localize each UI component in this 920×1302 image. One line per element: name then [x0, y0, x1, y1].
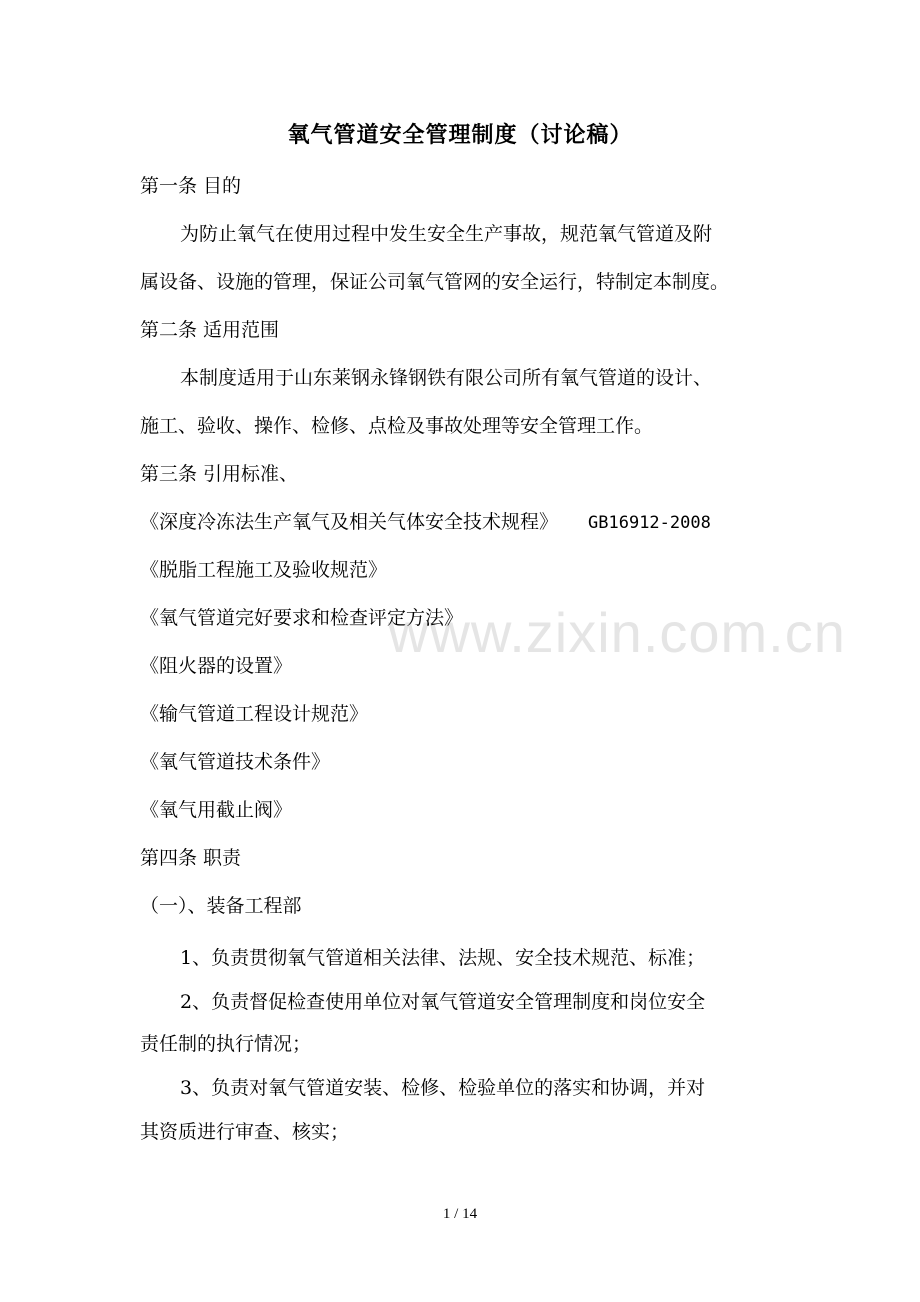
article-1-heading: 第一条 目的: [140, 175, 242, 197]
paragraph-line: 责任制的执行情况；: [140, 1033, 312, 1055]
standard-code: GB16912-2008: [588, 513, 711, 533]
watermark: www.zixin.com.cn: [388, 601, 846, 664]
standard-item: 《脱脂工程施工及验收规范》: [140, 559, 388, 581]
standard-item: 《氧气管道技术条件》: [140, 751, 331, 773]
paragraph-line: 本制度适用于山东莱钢永锋钢铁有限公司所有氧气管道的设计、: [180, 367, 713, 389]
article-2-heading: 第二条 适用范围: [140, 319, 280, 341]
paragraph-line: 为防止氧气在使用过程中发生安全生产事故，规范氧气管道及附: [180, 223, 713, 245]
standard-item: 《氧气管道完好要求和检查评定方法》: [140, 607, 464, 629]
duty-item: 1、负责贯彻氧气管道相关法律、法规、安全技术规范、标准；: [180, 947, 706, 969]
duty-item: 2、负责督促检查使用单位对氧气管道安全管理制度和岗位安全: [180, 991, 706, 1013]
article-3-heading: 第三条 引用标准、: [140, 463, 299, 485]
standard-item: [140, 508, 711, 537]
standard-item: 《输气管道工程设计规范》: [140, 703, 369, 725]
paragraph-line: 其资质进行审查、核实；: [140, 1121, 350, 1143]
document-title: 氧气管道安全管理制度（讨论稿）: [287, 122, 633, 148]
standard-item: 《氧气用截止阀》: [140, 799, 293, 821]
page-number: 1 / 14: [442, 1206, 478, 1222]
duty-item: 3、负责对氧气管道安装、检修、检验单位的落实和协调，并对: [180, 1077, 706, 1099]
standard-item: 《阻火器的设置》: [140, 655, 293, 677]
article-4-heading: 第四条 职责: [140, 847, 242, 869]
standard-title: 《深度冷冻法生产氧气及相关气体安全技术规程》: [140, 511, 559, 533]
paragraph-line: 施工、验收、操作、检修、点检及事故处理等安全管理工作。: [140, 415, 654, 437]
paragraph-line: 属设备、设施的管理，保证公司氧气管网的安全运行，特制定本制度。: [140, 271, 730, 293]
section-heading: （一）、装备工程部: [140, 895, 302, 917]
